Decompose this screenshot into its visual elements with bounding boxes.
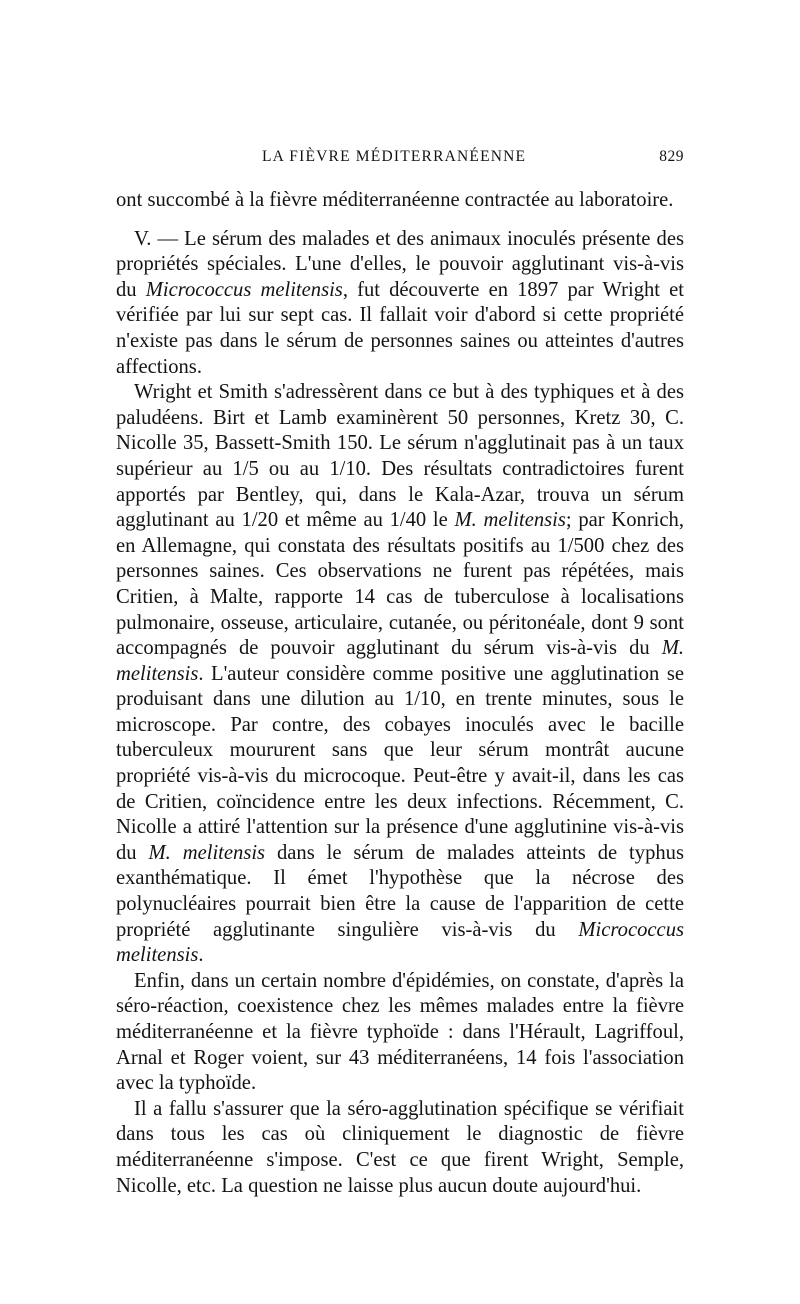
text-run: , fut découverte en 1897 par Wright et vérifiée par lui sur sept cas. Il fallait voir d'abord si cette propriété n'existe pas dans le sérum de personnes saines ou atteintes d'autres affections. — [116, 278, 685, 378]
text-run: . — [198, 944, 204, 967]
text-run: Il a fallu s'assurer que la séro-agglutination spécifique se vérifiait dans tous les cas où cliniquement le diagnostic de fièvre méditerranéenne s'impose. C'est ce que firent Wright, Semple, Nicolle, etc. La question ne laisse plus aucun doute aujourd'hui. — [116, 1097, 684, 1197]
text-run: ont succombé à la fièvre méditerranéenne contractée au laboratoire. — [116, 189, 674, 211]
text-run: . L'auteur considère comme positive une agglutination se produisant dans une dilution au 1/10, en trente minutes, sous le microscope. Par contre, des cobayes inoculés avec le bacille tuberculeux moururent sans que leur sérum montrât aucune propriété vis-à-vis du microcoque. Peut-être y avait-il, dans les cas de Critien, coïncidence entre les deux infections. Récemment, C. Nicolle a attiré l'attention sur la présence d'une agglutinine vis-à-vis du — [116, 662, 684, 864]
italic-run: Micrococcus melitensis — [145, 278, 343, 301]
italic-run: M. melitensis — [116, 637, 684, 685]
text-run: dans le sérum de malades atteints de typhus exanthématique. Il émet l'hypothèse que la nécrose des polynucléaires pourrait bien être la cause de l'apparition de cette propriété agglutinante singulière vis-à-vis du — [116, 841, 684, 941]
body-text — [116, 188, 684, 1199]
paragraph-4 — [116, 969, 684, 1097]
italic-run: Micrococcus melitensis — [116, 918, 684, 967]
text-run: V. — Le sérum des malades et des animaux inoculés présente des propriétés spéciales. L'une d'elles, le pouvoir agglutinant vis-à-vis du — [116, 227, 684, 301]
book-page — [116, 148, 684, 1199]
italic-run: M. melitensis — [454, 509, 566, 532]
paragraph-5 — [116, 1097, 684, 1199]
page-number: 829 — [659, 148, 684, 165]
paragraph-1 — [116, 188, 684, 214]
text-run: Enfin, dans un certain nombre d'épidémies, on constate, d'après la séro-réaction, coexistence chez les mêmes malades entre la fièvre méditerranéenne et la fièvre typhoïde : dans l'Hérault, Lagriffoul, Arnal et Roger voient, sur 43 méditerranéens, 14 fois l'association avec la typhoïde. — [116, 969, 684, 1095]
page-header — [116, 148, 684, 176]
running-title: LA FIÈVRE MÉDITERRANÉENNE — [262, 148, 527, 165]
italic-run: M. melitensis — [148, 841, 266, 864]
text-run: ; par Konrich, en Allemagne, qui constata des résultats positifs au 1/500 chez des personnes saines. Ces observations ne furent pas répétées, mais Critien, à Malte, rapporte 14 cas de tuberculose à localisations pulmonaire, osseuse, articulaire, cutanée, ou péritonéale, dont 9 sont accompagnés de pouvoir agglutinant du sérum vis-à-vis du — [116, 509, 684, 660]
paragraph-3 — [116, 380, 684, 969]
paragraph-2 — [116, 227, 684, 381]
text-run: Wright et Smith s'adressèrent dans ce but à des typhiques et à des paludéens. Birt et Lamb examinèrent 50 personnes, Kretz 30, C. Nicolle 35, Bassett-Smith 150. Le sérum n'agglutinait pas à un taux supérieur au 1/5 ou au 1/10. Des résultats contradictoires furent apportés par Bentley, qui, dans le Kala-Azar, trouva un sérum agglutinant au 1/20 et même au 1/40 le — [116, 381, 684, 532]
